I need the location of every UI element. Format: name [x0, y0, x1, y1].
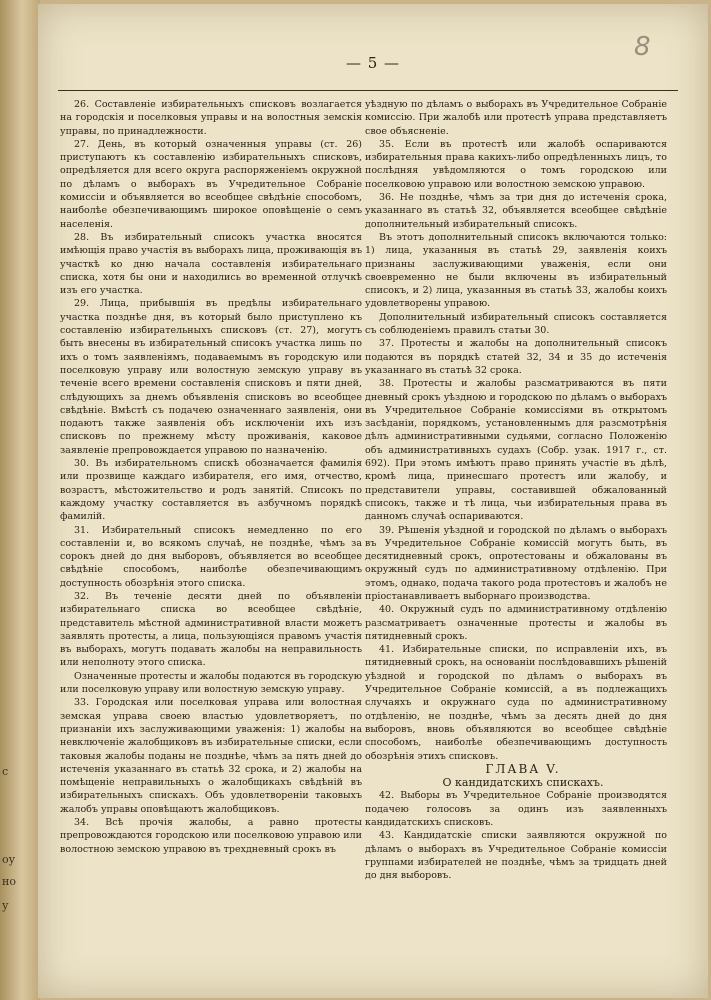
header-rule	[58, 90, 678, 91]
article-paragraph: 42. Выборы въ Учредительное Собраніе производятся подачею голосовъ за одинъ изъ заявленныхъ кандидатскихъ списковъ.	[365, 790, 667, 829]
edge-fragment: с	[2, 765, 9, 778]
article-paragraph: 29. Лица, прибывшія въ предѣлы избирательнаго участка позднѣе дня, въ который было приступлено къ составленію избирательныхъ списковъ (ст. 27), могутъ быть внесены въ избирательный списокъ участка лишь по ихъ о томъ заявленіямъ, подаваемымъ въ городскую или поселковую управу или волостную земскую управу въ теченіе всего времени составленія списковъ и пяти дней, слѣдующихъ за днемъ объявленія списковъ во всеобщее свѣдѣніе. Вмѣстѣ съ подачею означеннаго заявленія, они подаютъ также заявленія объ исключеніи ихъ изъ списковъ по прежнему мѣсту проживанія, каковое заявленіе препровождается управою по назначенію.	[60, 298, 362, 456]
article-paragraph: 38. Протесты и жалобы разсматриваются въ пяти дневный срокъ уѣздною и городскою по дѣламъ о выборахъ въ Учредительное Собраніе комиссіями въ открытомъ засѣданіи, порядкомъ, установленнымъ для разсмотрѣнія дѣлъ административными судьями, согласно Положенію объ административныхъ судахъ (Собр. узак. 1917 г., ст. 692). При этомъ имѣютъ право принять участіе въ дѣлѣ, кромѣ лица, принесшаго протестъ или жалобу, и представители управы, составившей обжалованный списокъ, также и тѣ лица, чьи избирательныя права въ данномъ случаѣ оспариваются.	[365, 378, 667, 523]
article-paragraph: 31. Избирательный списокъ немедленно по его составленіи и, во всякомъ случаѣ, не позднѣе, чѣмъ за сорокъ дней до дня выборовъ, объявляется во всеобщее свѣдѣніе способомъ, наиболѣе обезпечивающимъ доступность обозрѣнія этого списка.	[60, 524, 362, 589]
edge-fragment: у	[2, 899, 9, 912]
pencil-folio-mark: 8	[634, 32, 651, 62]
article-paragraph: 41. Избирательные списки, по исправленіи ихъ, въ пятидневный срокъ, на основаніи послѣдовавшихъ рѣшеній уѣздной и городской по дѣламъ о выборахъ въ Учредительное Собраніе комиссій, а въ подлежащихъ случаяхъ и окружнаго суда по административному отдѣленію, не позднѣе, чѣмъ за десять дней до дня выборовъ, вновь объявляются во всеобщее свѣдѣніе способомъ, наиболѣе обезпечивающимъ доступность обозрѣнія этихъ списковъ.	[365, 644, 667, 762]
page-number: — 5 —	[345, 54, 401, 72]
article-paragraph: Въ этотъ дополнительный списокъ включаются только: 1) лица, указанныя въ статьѣ 29, заявленія коихъ признаны заслуживающими уваженія, если они своевременно не были включены въ избирательный списокъ, и 2) лица, указанныя въ статьѣ 33, жалобы коихъ удовлетворены управою.	[365, 231, 667, 310]
article-paragraph: 34. Всѣ прочія жалобы, а равно протесты препровождаются городскою или поселковою управою или волостною земскою управою въ трехдневный срокъ въ	[60, 817, 362, 855]
article-paragraph: 39. Рѣшенія уѣздной и городской по дѣламъ о выборахъ въ Учредительное Собраніе комиссій могутъ быть, въ десятидневный срокъ, опротестованы и обжалованы въ окружный судъ по административному отдѣленію. При этомъ, однако, подача такого рода протестовъ и жалобъ не пріостанавливаетъ выборнаго производства.	[365, 524, 667, 602]
article-paragraph: 35. Если въ протестѣ или жалобѣ оспариваются избирательныя права какихъ-либо опредѣленныхъ лицъ, то послѣдняя увѣдомляются о томъ городскою или поселковою управою или волостною земскою управою.	[365, 138, 667, 190]
article-paragraph: 43. Кандидатскіе списки заявляются окружной по дѣламъ о выборахъ въ Учредительное Собраніе комиссіи группами избирателей не позднѣе, чѣмъ за тридцать дней до дня выборовъ.	[365, 830, 667, 882]
article-paragraph: 33. Городская или поселковая управа или волостная земская управа своею властью удовлетворяетъ, по признаніи ихъ заслуживающими уваженія: 1) жалобы на невключеніе жалобщиковъ въ избирательные списки, если таковыя жалобы поданы не позднѣе, чѣмъ за пять дней до истеченія указаннаго въ статьѣ 32 срока, и 2) жалобы на помѣщеніе неправильныхъ о жалобщикахъ свѣдѣній въ избирательныхъ спискахъ. Объ удовлетвореніи таковыхъ жалобъ управы оповѣщаютъ жалобщиковъ.	[60, 697, 362, 815]
article-paragraph: 26. Составленіе избирательныхъ списковъ возлагается на городскія и поселковыя управы и на волостныя земскія управы, по принадлежности.	[60, 99, 362, 137]
article-paragraph: 36. Не позднѣе, чѣмъ за три дня до истеченія срока, указаннаго въ статьѣ 32, объявляется всеобщее свѣдѣніе дополнительный избирательный списокъ.	[365, 192, 667, 230]
article-paragraph: 32. Въ теченіе десяти дней по объявленіи избирательнаго списка во всеобщее свѣдѣніе, представитель мѣстной административной власти можетъ заявлять протесты, а лица, пользующіяся правомъ участія въ выборахъ, могутъ подавать жалобы на неправильность или неполноту этого списка.	[60, 590, 362, 669]
article-paragraph: 37. Протесты и жалобы на дополнительный списокъ подаются въ порядкѣ статей 32, 34 и 35 до истеченія указаннаго въ статьѣ 32 срока.	[365, 338, 667, 376]
article-paragraph: 27. День, въ который означенныя управы (ст. 26) приступаютъ къ составленію избирательныхъ списковъ, опредѣляется для всего округа распоряженіемъ окружной по дѣламъ о выборахъ въ Учредительное Собраніе комиссіи и объявляется во всеобщее свѣдѣніе способомъ, наиболѣе обезпечивающимъ широкое оповѣщеніе о семъ населенія.	[60, 138, 362, 230]
edge-fragment: но	[2, 875, 16, 888]
article-paragraph: уѣздную по дѣламъ о выборахъ въ Учредительное Собраніе комиссію. При жалобѣ или протестѣ управа представляетъ свое объясненіе.	[365, 99, 667, 137]
chapter-heading: ГЛАВА V.	[485, 761, 561, 776]
right-column	[365, 98, 667, 883]
chapter-subtitle: О кандидатскихъ спискахъ.	[442, 776, 604, 790]
adjacent-page-edge	[0, 0, 40, 1000]
article-paragraph: 30. Въ избирательномъ спискѣ обозначается фамилія или прозвище каждаго избирателя, его имя, отчество, возрастъ, мѣстожительство и родъ занятій. Списокъ по каждому участку составляется въ азбучномъ порядкѣ фамилій.	[60, 458, 362, 523]
document-page	[38, 4, 708, 998]
article-paragraph: 40. Окружный судъ по административному отдѣленію разсматриваетъ означенные протесты и жалобы въ пятидневный срокъ.	[365, 604, 667, 642]
left-column	[60, 98, 362, 856]
edge-fragment: оу	[2, 853, 16, 866]
article-paragraph: Означенные протесты и жалобы подаются въ городскую или поселковую управу или волостную земскую управу.	[60, 670, 362, 696]
article-paragraph: 28. Въ избирательный списокъ участка вносятся имѣющія право участія въ выборахъ лица, проживающія въ участкѣ ко дню начала составленія избирательнаго списка, хотя бы они и находились во временной отлучкѣ изъ его участка.	[60, 231, 362, 297]
article-paragraph: Дополнительный избирательный списокъ составляется съ соблюденіемъ правилъ статьи 30.	[365, 311, 667, 337]
